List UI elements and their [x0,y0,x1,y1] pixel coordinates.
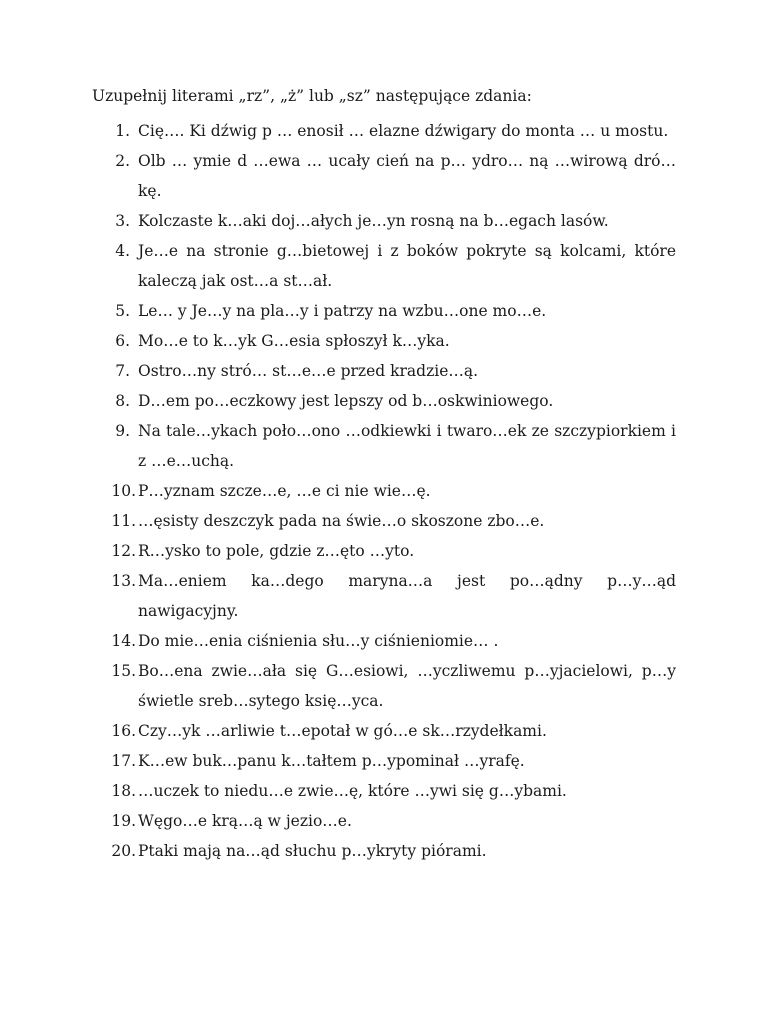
item-text: …ęsisty deszczyk pada na świe…o skoszone zbo…e. [138,512,545,530]
item-number: 6. [115,332,130,350]
item-text: Cię…. Ki dźwig p … enosił … elazne dźwigary do monta … u mostu. [138,122,669,140]
item-number: 3. [115,212,130,230]
exercise-instruction: Uzupełnij literami „rz”, „ż” lub „sz” następujące zdania: [92,87,532,105]
list-item [0,716,676,746]
item-number: 14. [111,632,136,650]
item-text: Le… y Je…y na pla…y i patrzy na wzbu…one mo…e. [138,302,547,320]
list-item [0,536,676,566]
list-item [0,656,676,716]
list-item [0,626,676,656]
item-text: K…ew buk…panu k…tałtem p…ypominał …yrafę. [138,752,525,770]
list-item [0,746,676,776]
item-text: D…em po…eczkowy jest lepszy od b…oskwiniowego. [138,392,554,410]
item-text: Czy…yk …arliwie t…epotał w gó…e sk…rzydełkami. [138,722,547,740]
item-text: Ostro…ny stró… st…e…e przed kradzie…ą. [138,362,479,380]
item-text: …uczek to niedu…e zwie…ę, które …ywi się g…ybami. [138,782,567,800]
item-text: Kolczaste k…aki doj…ałych je…yn rosną na b…egach lasów. [138,212,609,230]
list-item [0,356,676,386]
item-text: Na tale…ykach poło…ono …odkiewki i twaro…ek ze szczypiorkiem i z …e…uchą. [138,422,676,470]
item-number: 11. [111,512,136,530]
item-text: R…ysko to pole, gdzie z…ęto …yto. [138,542,415,560]
list-item [0,806,676,836]
item-number: 10. [111,482,136,500]
item-number: 12. [111,542,136,560]
item-number: 13. [111,572,136,590]
list-item [0,836,676,866]
list-item [0,506,676,536]
item-number: 8. [115,392,130,410]
item-number: 18. [111,782,136,800]
list-item [0,206,676,236]
list-item [0,236,676,296]
list-item [0,416,676,476]
item-text: Olb … ymie d …ewa … ucały cień na p… ydro… ną …wirową dró…kę. [138,152,676,200]
item-text: Bo…ena zwie…ała się G…esiowi, …yczliwemu p…yjacielowi, p…y świetle sreb…sytego księ…yca. [138,662,676,710]
item-number: 7. [115,362,130,380]
item-number: 19. [111,812,136,830]
item-number: 5. [115,302,130,320]
list-item [0,146,676,206]
item-number: 16. [111,722,136,740]
list-item [0,386,676,416]
item-text: Ma…eniem ka…dego maryna…a jest po…ądny p…y…ąd nawigacyjny. [138,572,676,620]
list-item [0,296,676,326]
list-item [0,116,676,146]
item-number: 15. [111,662,136,680]
item-text: P…yznam szcze…e, …e ci nie wie…ę. [138,482,431,500]
list-item [0,476,676,506]
item-number: 1. [115,122,130,140]
item-text: Mo…e to k…yk G…esia spłoszył k…yka. [138,332,450,350]
list-item [0,776,676,806]
item-number: 4. [115,242,130,260]
list-item [0,326,676,356]
item-text: Do mie…enia ciśnienia słu…y ciśnieniomie… . [138,632,499,650]
item-number: 2. [115,152,130,170]
item-number: 9. [115,422,130,440]
item-number: 20. [111,842,136,860]
item-text: Węgo…e krą…ą w jezio…e. [138,812,352,830]
item-text: Je…e na stronie g…bietowej i z boków pokryte są kolcami, które kaleczą jak ost…a st…ał. [138,242,676,290]
sentence-list [0,116,768,866]
item-number: 17. [111,752,136,770]
item-text: Ptaki mają na…ąd słuchu p…ykryty piórami. [138,842,487,860]
list-item [0,566,676,626]
